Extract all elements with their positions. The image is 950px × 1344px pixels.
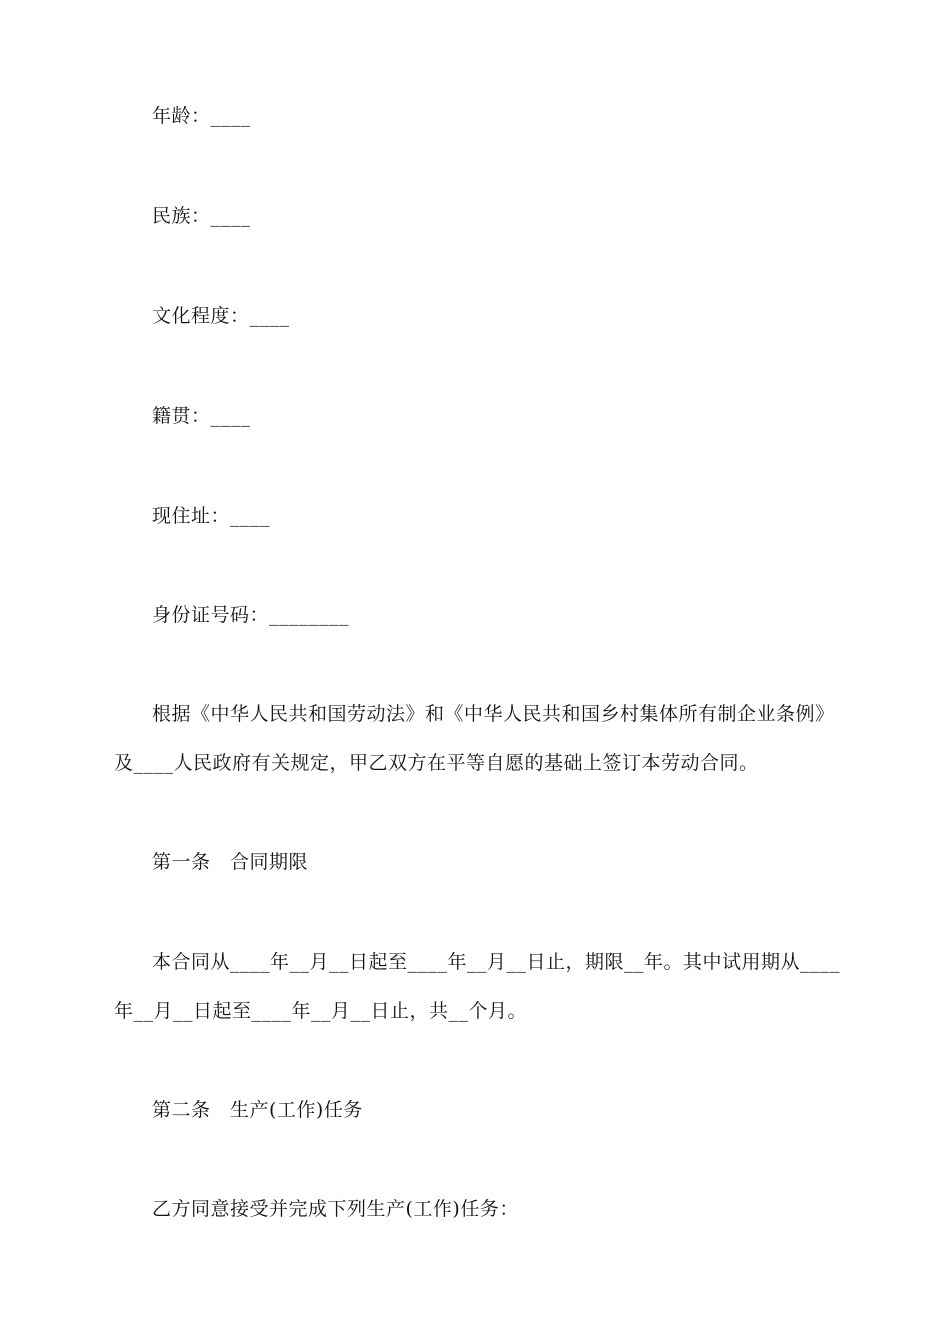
article-1-heading: 第一条 合同期限 xyxy=(152,851,309,873)
field-id-number: 身份证号码：________ xyxy=(152,604,350,626)
article-2-heading: 第二条 生产(工作)任务 xyxy=(152,1099,363,1121)
field-native-place: 籍贯：____ xyxy=(152,405,251,427)
preamble-line-1: 根据《中华人民共和国劳动法》和《中华人民共和国乡村集体所有制企业条例》 xyxy=(152,703,835,725)
preamble-line-2: 及____人民政府有关规定，甲乙双方在平等自愿的基础上签订本劳动合同。 xyxy=(114,752,759,774)
field-age: 年龄：____ xyxy=(152,105,251,127)
field-ethnicity: 民族：____ xyxy=(152,205,251,227)
article-2-line-1: 乙方同意接受并完成下列生产(工作)任务： xyxy=(152,1198,519,1220)
field-education: 文化程度：____ xyxy=(152,305,290,327)
article-1-line-1: 本合同从____年__月__日起至____年__月__日止，期限__年。其中试用期从____ xyxy=(152,951,841,973)
article-1-line-2: 年__月__日起至____年__月__日止，共__个月。 xyxy=(114,1000,528,1022)
field-current-address: 现住址：____ xyxy=(152,505,271,527)
